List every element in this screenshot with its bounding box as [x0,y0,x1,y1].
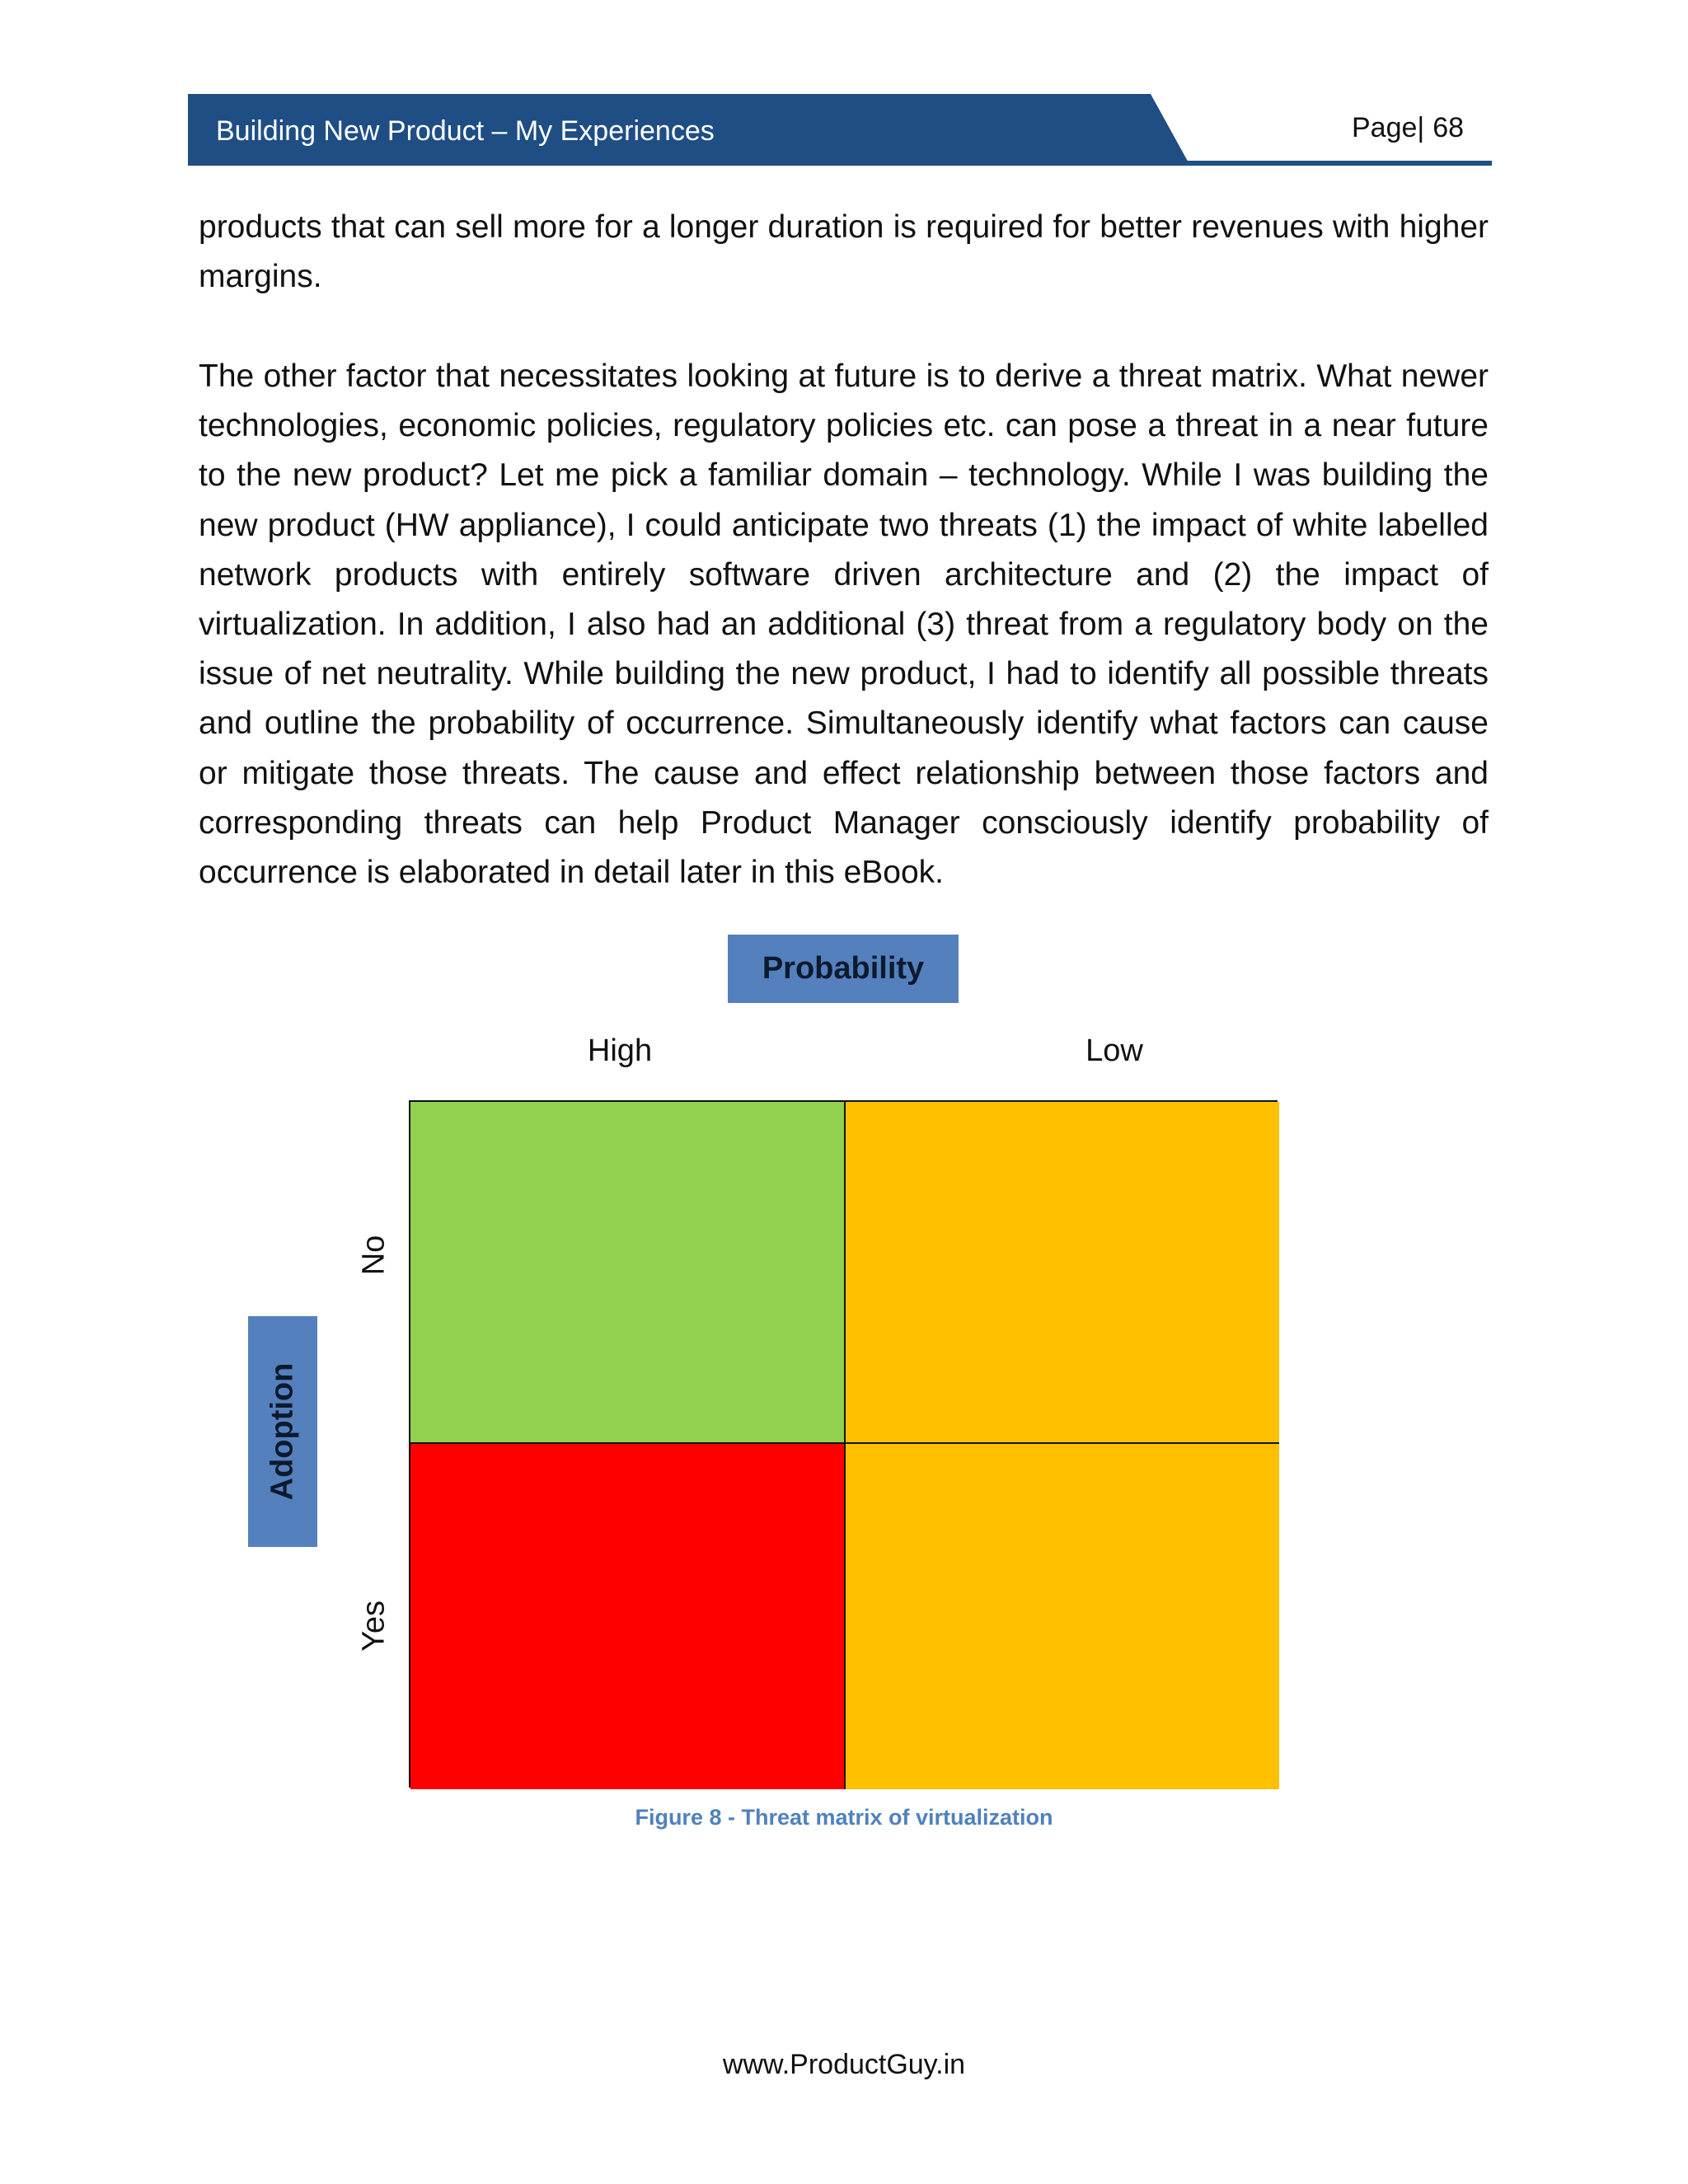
probability-axis-text: Probability [762,951,925,986]
adoption-axis-label [248,1316,317,1547]
row-label-no: No [356,1235,392,1276]
paragraph-2: The other factor that necessitates looking at future is to derive a threat matrix. What newer technologies, economic policies, regulatory policies etc. can pose a threat in a near future to the new product? Let me pick a familiar domain – technology. While I was building the new product (HW appliance), I could anticipate two threats (1) the impact of white labelled network products with entirely software driven architecture and (2) the impact of virtualization. In addition, I also had an additional (3) threat from a regulatory body on the issue of net neutrality. While building the new product, I had to identify all possible threats and outline the probability of occurrence. Simultaneously identify what factors can cause or mitigate those threats. The cause and effect relationship between those factors and corresponding threats can help Product Manager consciously identify probability of occurrence is elaborated in detail later in this eBook. [199,359,1489,891]
column-label-low: Low [1085,1033,1143,1068]
paragraph-1: products that can sell more for a longer duration is required for better revenues with higher margins. [199,209,1489,295]
column-label-high: High [587,1033,653,1068]
matrix-cell-no-high [410,1102,846,1444]
adoption-axis-text: Adoption [265,1362,300,1501]
page-indicator [1352,112,1464,144]
page-header [188,94,1492,166]
document-title: Building New Product – My Experiences [216,115,715,147]
footer-url: www.ProductGuy.in [722,2049,966,2080]
matrix-cell-no-low [846,1102,1279,1444]
page-label: Page| [1352,112,1425,143]
threat-matrix [409,1100,1278,1788]
row-label-yes: Yes [356,1601,392,1652]
matrix-cell-yes-high [410,1444,846,1789]
page-number: 68 [1432,112,1465,143]
probability-axis-label [728,935,959,1003]
figure-caption: Figure 8 - Threat matrix of virtualization [635,1805,1053,1830]
matrix-cell-yes-low [846,1444,1279,1789]
